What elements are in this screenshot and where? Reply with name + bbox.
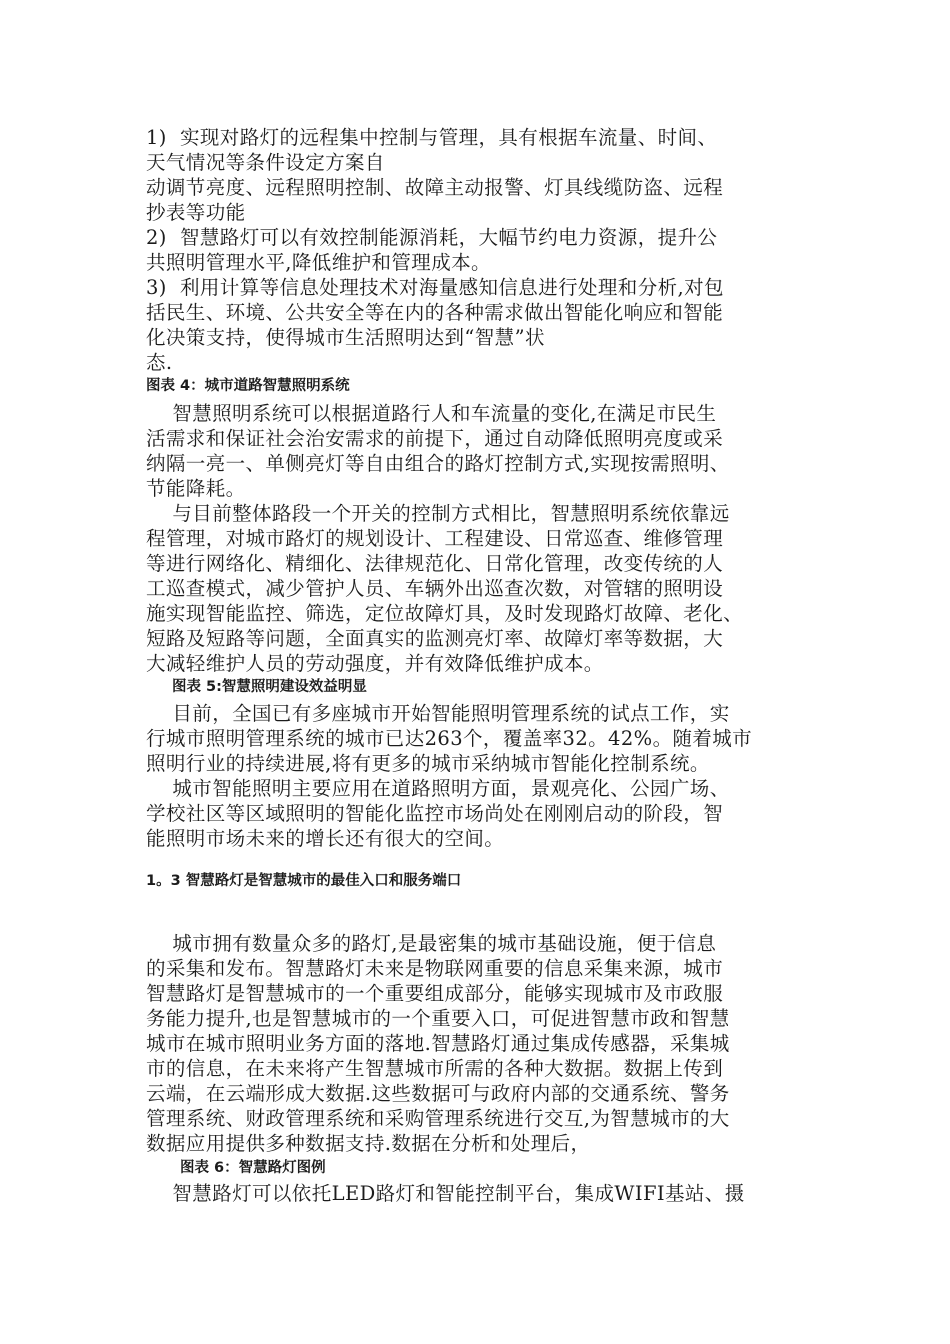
para-market-line-1: 城市智能照明主要应用在道路照明方面，景观亮化、公园广场、 (146, 777, 730, 800)
figure-4-caption: 图表 4：城市道路智慧照明系统 (146, 378, 350, 394)
list-item-2-line-1: 2) 智慧路灯可以有效控制能源消耗，大幅节约电力资源，提升公 (146, 226, 718, 249)
para-compare-line-6: 短路及短路等问题，全面真实的监测亮灯率、故障灯率等数据，大 (146, 627, 724, 650)
para-city-line-9: 数据应用提供多种数据支持.数据在分析和处理后， (146, 1132, 591, 1155)
para-city-line-1: 城市拥有数量众多的路灯,是最密集的城市基础设施，便于信息 (146, 932, 717, 955)
list-item-1-line-1: 1) 实现对路灯的远程集中控制与管理，具有根据车流量、时间、 (146, 126, 718, 149)
para-system-line-4: 节能降耗。 (146, 477, 246, 500)
para-city-line-7: 云端，在云端形成大数据.这些数据可与政府内部的交通系统、警务 (146, 1082, 730, 1105)
para-market-line-2: 学校社区等区域照明的智能化监控市场尚处在刚刚启动的阶段，智 (146, 802, 724, 825)
para-city-line-4: 务能力提升,也是智慧城市的一个重要入口，可促进智慧市政和智慧 (146, 1007, 730, 1030)
para-pilot-line-2: 行城市照明管理系统的城市已达263个，覆盖率32。42%。随着城市 (146, 727, 753, 750)
para-compare-line-3: 等进行网络化、精细化、法律规范化、日常化管理，改变传统的人 (146, 552, 724, 575)
list-item-3-line-3: 化决策支持，使得城市生活照明达到“智慧”状 (146, 326, 545, 349)
para-city-line-5: 城市在城市照明业务方面的落地.智慧路灯通过集成传感器，采集城 (146, 1032, 730, 1055)
list-item-1-line-4: 抄表等功能 (146, 201, 246, 224)
para-city-line-8: 管理系统、财政管理系统和采购管理系统进行交互,为智慧城市的大 (146, 1107, 730, 1130)
para-system-line-1: 智慧照明系统可以根据道路行人和车流量的变化,在满足市民生 (146, 402, 717, 425)
para-city-line-2: 的采集和发布。智慧路灯未来是物联网重要的信息采集来源，城市 (146, 957, 724, 980)
para-pilot-line-3: 照明行业的持续进展,将有更多的城市采纳城市智能化控制系统。 (146, 752, 710, 775)
figure-5-caption: 图表 5:智慧照明建设效益明显 (172, 679, 367, 695)
para-pilot-line-1: 目前，全国已有多座城市开始智能照明管理系统的试点工作，实 (146, 702, 730, 725)
para-compare-line-4: 工巡查模式，减少管护人员、车辆外出巡查次数，对管辖的照明设 (146, 577, 724, 600)
section-heading: 1。3 智慧路灯是智慧城市的最佳入口和服务端口 (146, 873, 462, 889)
list-item-3-line-4: 态. (146, 351, 173, 374)
para-compare-line-7: 大减轻维护人员的劳动强度，并有效降低维护成本。 (146, 652, 604, 675)
list-item-1-line-3: 动调节亮度、远程照明控制、故障主动报警、灯具线缆防盗、远程 (146, 176, 724, 199)
para-system-line-2: 活需求和保证社会治安需求的前提下，通过自动降低照明亮度或采 (146, 427, 724, 450)
para-city-line-6: 市的信息，在未来将产生智慧城市所需的各种大数据。数据上传到 (146, 1057, 724, 1080)
para-led-line-1: 智慧路灯可以依托LED路灯和智能控制平台，集成WIFI基站、摄 (146, 1182, 745, 1205)
list-item-3-line-2: 括民生、环境、公共安全等在内的各种需求做出智能化响应和智能 (146, 301, 724, 324)
para-market-line-3: 能照明市场未来的增长还有很大的空间。 (146, 827, 505, 850)
figure-6-caption: 图表 6：智慧路灯图例 (180, 1160, 326, 1176)
para-compare-line-5: 施实现智能监控、筛选，定位故障灯具，及时发现路灯故障、老化、 (146, 602, 744, 625)
list-item-2-line-2: 共照明管理水平,降低维护和管理成本。 (146, 251, 491, 274)
para-compare-line-2: 程管理，对城市路灯的规划设计、工程建设、日常巡查、维修管理 (146, 527, 724, 550)
para-system-line-3: 纳隔一亮一、单侧亮灯等自由组合的路灯控制方式,实现按需照明、 (146, 452, 730, 475)
para-compare-line-1: 与目前整体路段一个开关的控制方式相比，智慧照明系统依靠远 (146, 502, 730, 525)
list-item-3-line-1: 3) 利用计算等信息处理技术对海量感知信息进行处理和分析,对包 (146, 276, 724, 299)
para-city-line-3: 智慧路灯是智慧城市的一个重要组成部分，能够实现城市及市政服 (146, 982, 724, 1005)
list-item-1-line-2: 天气情况等条件设定方案自 (146, 151, 385, 174)
